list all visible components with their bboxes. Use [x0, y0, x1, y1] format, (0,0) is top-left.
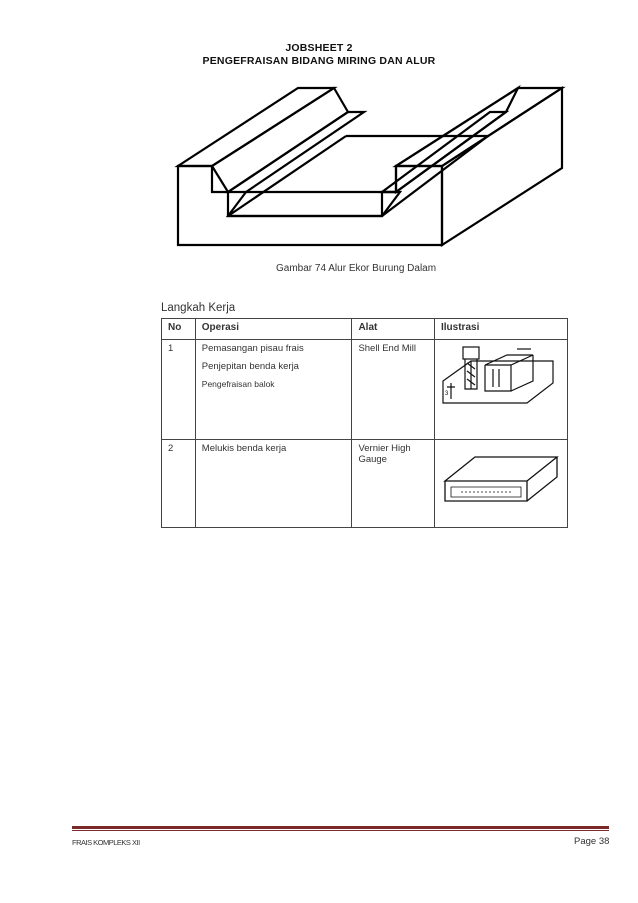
- tool-cell: Shell End Mill: [352, 340, 435, 440]
- footer-page-number: Page 38: [574, 836, 610, 847]
- row-number: 1: [162, 340, 196, 440]
- header-operasi: Operasi: [195, 319, 352, 340]
- document-header: [0, 42, 638, 68]
- operation-cell: [195, 340, 352, 440]
- footer-rule-thin: [72, 830, 609, 831]
- workpiece-block-illustration: [441, 449, 561, 511]
- operation-item: Melukis benda kerja: [201, 443, 287, 454]
- operation-cell: [195, 440, 352, 528]
- dovetail-block-drawing: [170, 80, 575, 260]
- section-title: Langkah Kerja: [161, 302, 236, 314]
- jobsheet-subtitle: PENGEFRAISAN BIDANG MIRING DAN ALUR: [202, 55, 436, 67]
- tool-cell: Vernier High Gauge: [352, 440, 435, 528]
- jobsheet-title: JOBSHEET 2: [285, 42, 353, 54]
- figure-caption: Gambar 74 Alur Ekor Burung Dalam: [276, 263, 437, 274]
- header-ilustrasi: Ilustrasi: [435, 319, 568, 340]
- operation-item: Penjepitan benda kerja: [201, 361, 299, 372]
- table-header-row: [162, 319, 568, 340]
- illustration-cell: [435, 340, 568, 440]
- operation-item: Pemasangan pisau frais: [201, 343, 304, 354]
- milling-cutter-vise-illustration: [441, 343, 561, 405]
- header-alat: Alat: [352, 319, 435, 340]
- work-steps-table: [161, 318, 568, 528]
- footer-rule: [72, 826, 609, 829]
- table-row: [162, 440, 568, 528]
- operation-item: Pengefraisan balok: [201, 379, 275, 389]
- svg-text:3: 3: [445, 391, 449, 397]
- header-no: No: [162, 319, 196, 340]
- illustration-cell: [435, 440, 568, 528]
- table-row: [162, 340, 568, 440]
- row-number: 2: [162, 440, 196, 528]
- footer-course-name: FRAIS KOMPLEKS XII: [72, 838, 140, 847]
